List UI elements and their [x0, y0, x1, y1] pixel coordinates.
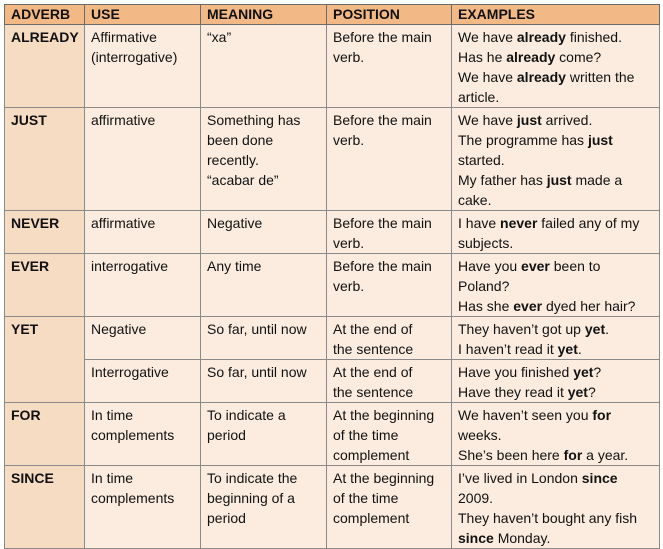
use-cell [85, 466, 201, 549]
use-cell-line: In time [91, 470, 134, 486]
position-cell-line: complement [333, 510, 410, 526]
adverb-cell: JUST [5, 108, 85, 211]
examples-cell [452, 466, 660, 549]
example-adverb-highlight: since [581, 470, 618, 486]
meaning-cell-line: beginning of a [207, 490, 295, 506]
meaning-cell-line: Something has [207, 112, 301, 128]
example-text: finished. [565, 29, 622, 45]
use-cell-line: Interrogative [91, 364, 169, 380]
table-header [5, 5, 660, 25]
adverb-cell: EVER [5, 254, 85, 317]
use-cell-line: affirmative [91, 215, 156, 231]
example-adverb-highlight: yet [557, 341, 578, 357]
example-text: arrived. [541, 112, 593, 128]
examples-cell [452, 360, 660, 403]
table-body [5, 25, 660, 549]
meaning-cell-line: So far, until now [207, 321, 307, 337]
meaning-cell-line: recently. [207, 152, 259, 168]
use-cell-line: Negative [91, 321, 147, 337]
example-sentence [458, 296, 655, 316]
meaning-cell [201, 403, 327, 466]
header-row [5, 5, 660, 25]
position-cell-line: Before the main [333, 215, 432, 231]
position-cell-line: Before the main [333, 112, 432, 128]
example-sentence [458, 27, 655, 47]
example-text: a year. [582, 447, 629, 463]
use-cell-line: interrogative [91, 258, 169, 274]
position-cell-line: At the beginning [333, 470, 435, 486]
position-cell [327, 108, 452, 211]
use-cell-line: affirmative [91, 112, 156, 128]
adverb-cell: ALREADY [5, 25, 85, 108]
example-sentence [458, 67, 655, 107]
example-text: We have [458, 112, 517, 128]
meaning-cell-line: been done [207, 132, 274, 148]
use-cell-line: complements [91, 490, 175, 506]
meaning-cell [201, 211, 327, 254]
meaning-cell-line: To indicate the [207, 470, 298, 486]
example-text: My father has [458, 172, 547, 188]
example-adverb-highlight: for [592, 407, 612, 423]
use-cell [85, 108, 201, 211]
adverb-cell: FOR [5, 403, 85, 466]
example-adverb-highlight: yet [573, 364, 594, 380]
position-cell-line: verb. [333, 235, 365, 251]
example-text: . [577, 341, 582, 357]
example-text: They haven’t bought any fish [458, 510, 638, 526]
meaning-cell [201, 25, 327, 108]
examples-cell [452, 25, 660, 108]
example-sentence [458, 110, 655, 130]
example-text: We have [458, 69, 517, 85]
table-row [5, 25, 660, 108]
meaning-cell-line: “xa” [207, 29, 232, 45]
header-position: POSITION [327, 5, 452, 25]
example-sentence [458, 319, 655, 339]
use-cell-line: Affirmative [91, 29, 157, 45]
examples-cell [452, 254, 660, 317]
use-cell [85, 254, 201, 317]
position-cell-line: the sentence [333, 341, 414, 357]
position-cell-line: verb. [333, 49, 365, 65]
example-text: They haven’t got up [458, 321, 585, 337]
example-sentence [458, 170, 655, 210]
use-cell-line: (interrogative) [91, 49, 178, 65]
example-sentence [458, 382, 655, 402]
examples-cell [452, 317, 660, 360]
position-cell [327, 25, 452, 108]
example-text: I’ve lived in London [458, 470, 582, 486]
examples-cell [452, 108, 660, 211]
header-adverb: ADVERB [5, 5, 85, 25]
example-adverb-highlight: just [546, 172, 572, 188]
adverb-cell: SINCE [5, 466, 85, 549]
meaning-cell-line: Negative [207, 215, 263, 231]
use-cell [85, 360, 201, 403]
header-use: USE [85, 5, 201, 25]
example-text: dyed her hair? [542, 298, 636, 314]
example-text: weeks. [458, 427, 502, 443]
header-meaning: MEANING [201, 5, 327, 25]
example-adverb-highlight: already [516, 69, 566, 85]
example-text: . [605, 321, 609, 337]
table-row [5, 317, 660, 360]
meaning-cell [201, 317, 327, 360]
header-examples: EXAMPLES [452, 5, 660, 25]
meaning-cell [201, 466, 327, 549]
example-adverb-highlight: ever [521, 258, 550, 274]
example-adverb-highlight: yet [567, 384, 588, 400]
meaning-cell-line: Any time [207, 258, 262, 274]
example-sentence [458, 405, 655, 445]
example-text: been to Poland? [458, 258, 601, 294]
meaning-cell-line: period [207, 510, 246, 526]
meaning-cell [201, 108, 327, 211]
adverbs-grammar-table [4, 4, 660, 549]
position-cell-line: verb. [333, 132, 365, 148]
example-adverb-highlight: just [516, 112, 542, 128]
use-cell [85, 25, 201, 108]
use-cell [85, 403, 201, 466]
position-cell [327, 317, 452, 360]
use-cell [85, 317, 201, 360]
position-cell [327, 466, 452, 549]
position-cell-line: At the end of [333, 321, 413, 337]
example-sentence [458, 130, 655, 170]
meaning-cell [201, 360, 327, 403]
example-adverb-highlight: since [458, 530, 494, 546]
example-text: ? [587, 384, 596, 400]
example-text: Have you [458, 258, 522, 274]
example-text: We have [458, 29, 517, 45]
table-row [5, 211, 660, 254]
example-sentence [458, 47, 655, 67]
example-adverb-highlight: already [506, 49, 556, 65]
use-cell [85, 211, 201, 254]
example-text: failed any of my subjects. [458, 215, 640, 251]
table-row [5, 466, 660, 549]
example-text: started. [458, 152, 505, 168]
position-cell-line: complement [333, 447, 410, 463]
example-text: I haven’t read it [458, 341, 558, 357]
example-sentence [458, 508, 655, 548]
adverb-cell: NEVER [5, 211, 85, 254]
example-adverb-highlight: already [516, 29, 566, 45]
meaning-cell [201, 254, 327, 317]
meaning-cell-line: So far, until now [207, 364, 307, 380]
example-text: Have they read it [458, 384, 568, 400]
example-text: written the article. [458, 69, 635, 105]
example-text: come? [555, 49, 602, 65]
meaning-cell-line: “acabar de” [207, 172, 279, 188]
example-text: The programme has [458, 132, 588, 148]
example-sentence [458, 468, 655, 508]
position-cell [327, 360, 452, 403]
use-cell-line: complements [91, 427, 175, 443]
example-adverb-highlight: ever [513, 298, 543, 314]
position-cell-line: verb. [333, 278, 365, 294]
example-sentence [458, 256, 655, 296]
examples-cell [452, 403, 660, 466]
position-cell-line: Before the main [333, 258, 432, 274]
meaning-cell-line: To indicate a [207, 407, 286, 423]
example-text: ? [593, 364, 602, 380]
position-cell [327, 254, 452, 317]
table-row [5, 254, 660, 317]
example-sentence [458, 339, 655, 359]
example-text: We haven’t seen you [458, 407, 593, 423]
example-sentence [458, 362, 655, 382]
example-text: I have [458, 215, 501, 231]
position-cell [327, 211, 452, 254]
example-sentence [458, 213, 655, 253]
use-cell-line: In time [91, 407, 134, 423]
example-adverb-highlight: never [500, 215, 538, 231]
table-row [5, 403, 660, 466]
position-cell-line: the sentence [333, 384, 414, 400]
position-cell-line: Before the main [333, 29, 432, 45]
meaning-cell-line: period [207, 427, 246, 443]
example-sentence [458, 445, 655, 465]
example-text: Has she [458, 298, 514, 314]
position-cell [327, 403, 452, 466]
table-row [5, 360, 660, 403]
position-cell-line: of the time [333, 490, 399, 506]
position-cell-line: At the beginning [333, 407, 435, 423]
examples-cell [452, 211, 660, 254]
adverb-cell: YET [5, 317, 85, 403]
example-text: made a cake. [458, 172, 623, 208]
example-text: Has he [458, 49, 507, 65]
example-text: Monday. [493, 530, 551, 546]
table-row [5, 108, 660, 211]
example-adverb-highlight: yet [584, 321, 606, 337]
example-adverb-highlight: just [587, 132, 613, 148]
example-text: She’s been here [458, 447, 564, 463]
position-cell-line: At the end of [333, 364, 413, 380]
example-text: 2009. [458, 490, 494, 506]
position-cell-line: of the time [333, 427, 399, 443]
example-text: Have you finished [458, 364, 574, 380]
example-adverb-highlight: for [563, 447, 583, 463]
